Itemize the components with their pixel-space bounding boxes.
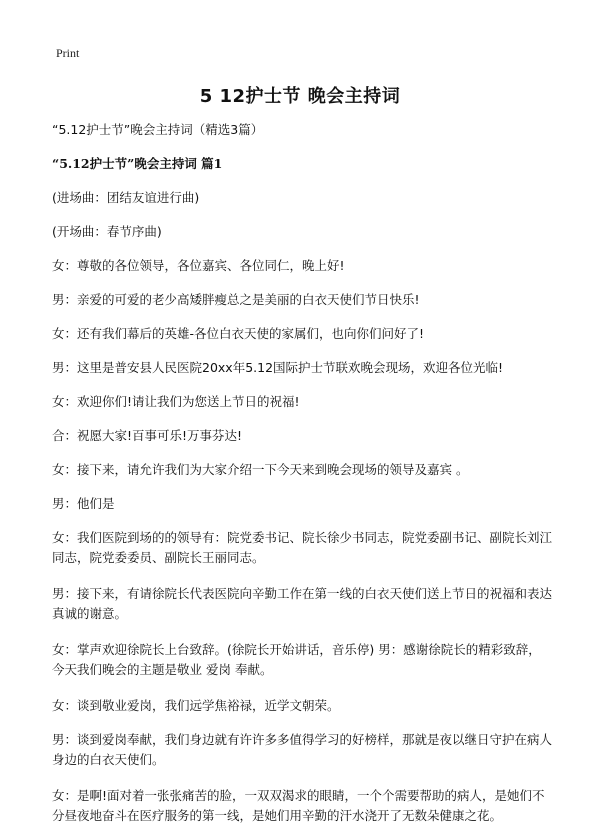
paragraph: 女：掌声欢迎徐院长上台致辞。(徐院长开始讲话，音乐停) 男：感谢徐院长的精彩致辞，今天我们晚会的主题是敬业 爱岗 奉献。: [52, 642, 541, 677]
print-label: Print: [56, 46, 80, 60]
paragraph: 男：接下来，有请徐院长代表医院向辛勤工作在第一线的白衣天使们送上节日的祝福和表达真诚的谢意。: [52, 586, 553, 621]
section-heading: “5.12护士节”晚会主持词 篇1: [52, 156, 223, 171]
paragraph: (进场曲：团结友谊进行曲): [52, 190, 200, 205]
paragraph: 女：还有我们幕后的英雄-各位白衣天使的家属们，也向你们问好了!: [52, 326, 425, 341]
paragraph: 女：欢迎你们!请让我们为您送上节日的祝福!: [52, 394, 300, 409]
paragraph: (开场曲：春节序曲): [52, 224, 162, 239]
paragraph: 女：谈到敬业爱岗，我们远学焦裕禄，近学文朝荣。: [52, 698, 340, 713]
paragraph: 男：这里是普安县人民医院20xx年5.12国际护士节联欢晚会现场，欢迎各位光临!: [52, 360, 504, 375]
paragraph: 男：亲爱的可爱的老少高矮胖瘦总之是美丽的白衣天使们节日快乐!: [52, 292, 420, 307]
document-title: 5 12护士节 晚会主持词: [199, 86, 401, 107]
paragraph: 女：我们医院到场的的领导有：院党委书记、院长徐少书同志，院党委副书记、副院长刘江同志，院党委委员、副院长王丽同志。: [52, 530, 553, 565]
paragraph: 合：祝愿大家!百事可乐!万事芬达!: [52, 428, 243, 443]
document-subtitle: “5.12护士节”晚会主持词（精选3篇）: [52, 122, 264, 137]
paragraph: 男：他们是: [52, 496, 115, 511]
paragraph: 女：尊敬的各位领导，各位嘉宾、各位同仁，晚上好!: [52, 258, 345, 273]
document-body: [52, 120, 552, 828]
paragraph: 女：接下来，请允许我们为大家介绍一下今天来到晚会现场的领导及嘉宾 。: [52, 462, 469, 477]
paragraph: 女：是啊!面对着一张张痛苦的脸，一双双渴求的眼睛，一个个需要帮助的病人，是她们不分昼夜地奋斗在医疗服务的第一线，是她们用辛勤的汗水浇开了无数朵健康之花。: [52, 788, 545, 823]
paragraph: 男：谈到爱岗奉献，我们身边就有许许多多值得学习的好榜样，那就是夜以继日守护在病人身边的白衣天使们。: [52, 732, 553, 767]
